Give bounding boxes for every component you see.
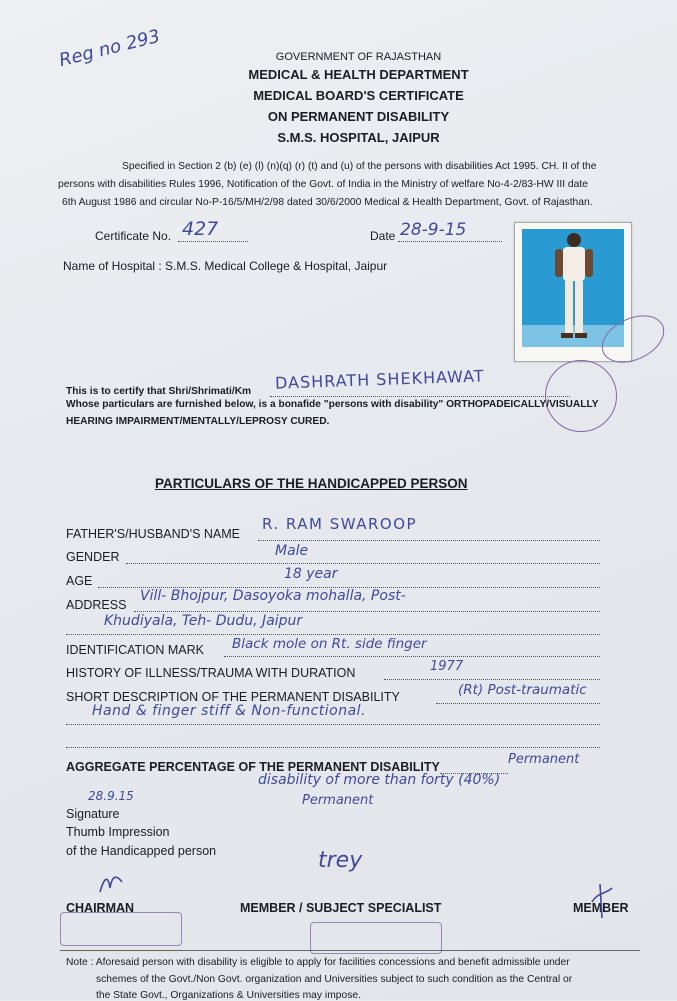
history-handwritten: 1977 <box>430 659 464 674</box>
date-handwritten: 28-9-15 <box>400 220 467 240</box>
father-name-label: FATHER'S/HUSBAND'S NAME <box>66 527 241 541</box>
sign-date-handwritten: 28.9.15 <box>88 789 134 803</box>
person-name-handwritten: DASHRATH SHEKHAWAT <box>274 366 485 393</box>
certify-line-2: Whose particulars are furnished below, is a bonafide "persons with disability" ORTHOPADEICALLY/VISUALLY <box>66 399 599 410</box>
thumb-impression-label: Thumb Impression <box>66 825 170 839</box>
short-desc-line-3 <box>66 747 600 748</box>
certificate-no-handwritten: 427 <box>182 218 219 240</box>
short-desc-line-1 <box>436 703 600 704</box>
address-line-1 <box>134 611 600 612</box>
member-label: MEMBER <box>573 901 629 915</box>
thumb-sign-handwritten: trey <box>318 848 363 873</box>
note-line-2: schemes of the Govt./Non Govt. organization and Universities subject to such condition as the Central or <box>96 974 573 985</box>
intro-line-3: 6th August 1986 and circular No-P-16/5/MH/2/98 dated 30/6/2000 Medical & Health Department, Govt. of Rajasthan. <box>62 197 593 208</box>
header-department: MEDICAL & HEALTH DEPARTMENT <box>248 67 469 82</box>
short-desc-label: SHORT DESCRIPTION OF THE PERMANENT DISABILITY <box>66 690 400 704</box>
aggregate-handwritten-3: Permanent <box>302 793 374 808</box>
header-govt: GOVERNMENT OF RAJASTHAN <box>275 51 442 63</box>
chairman-stamp-icon <box>60 912 182 946</box>
certify-line-3: HEARING IMPAIRMENT/MENTALLY/LEPROSY CURED. <box>66 416 330 427</box>
address-line-2 <box>66 634 600 635</box>
certify-name-line <box>270 396 570 397</box>
note-line-3: the State Govt., Organizations & Universities may impose. <box>96 990 361 1001</box>
signature-label: Signature <box>66 807 120 821</box>
note-line-1: Note : Aforesaid person with disability is eligible to apply for facilities concessions and benefit admissible under <box>66 957 570 968</box>
address-handwritten-1: Vill- Bhojpur, Dasoyoka mohalla, Post- <box>140 588 406 604</box>
history-label: HISTORY OF ILLNESS/TRAUMA WITH DURATION <box>66 666 356 680</box>
identification-line <box>224 656 600 657</box>
intro-line-1: Specified in Section 2 (b) (e) (l) (n)(q) (r) (t) and (u) of the persons with disabilities Act 1995. CH. II of the <box>122 161 597 172</box>
father-name-handwritten: R. RAM SWAROOP <box>262 515 418 533</box>
chairman-signature-icon <box>96 868 126 898</box>
age-label: AGE <box>66 574 93 588</box>
aggregate-handwritten-2: disability of more than forty (40%) <box>258 772 501 788</box>
age-handwritten: 18 year <box>284 566 338 582</box>
header-hospital: S.M.S. HOSPITAL, JAIPUR <box>277 130 440 145</box>
certificate-no-label: Certificate No. <box>95 229 172 243</box>
short-desc-handwritten-1: (Rt) Post-traumatic <box>458 682 587 698</box>
address-handwritten-2: Khudiyala, Teh- Dudu, Jaipur <box>104 613 303 629</box>
identification-label: IDENTIFICATION MARK <box>66 643 204 657</box>
gender-line <box>126 563 600 564</box>
short-desc-handwritten-2: Hand & finger stiff & Non-functional. <box>92 703 366 719</box>
father-name-line <box>258 540 600 541</box>
chairman-label: CHAIRMAN <box>66 901 135 915</box>
short-desc-line-2 <box>66 724 600 725</box>
member-specialist-label: MEMBER / SUBJECT SPECIALIST <box>240 901 442 915</box>
aggregate-label: AGGREGATE PERCENTAGE OF THE PERMANENT DISABILITY <box>66 760 440 774</box>
certify-line-1: This is to certify that Shri/Shrimati/Km <box>66 386 252 397</box>
member-signature-icon <box>586 882 616 922</box>
date-label: Date <box>370 229 396 243</box>
footer-divider <box>60 950 640 951</box>
aggregate-handwritten-1: Permanent <box>508 752 580 767</box>
particulars-title: PARTICULARS OF THE HANDICAPPED PERSON <box>155 476 468 491</box>
handicapped-person-label: of the Handicapped person <box>66 844 217 858</box>
reg-no-handwritten: Reg no 293 <box>56 25 163 72</box>
identification-handwritten: Black mole on Rt. side finger <box>232 636 427 652</box>
gender-label: GENDER <box>66 550 120 564</box>
address-label: ADDRESS <box>66 598 127 612</box>
hospital-name: Name of Hospital : S.M.S. Medical College & Hospital, Jaipur <box>63 259 388 273</box>
header-certificate: MEDICAL BOARD'S CERTIFICATE <box>253 88 464 103</box>
history-line <box>384 679 600 680</box>
date-line <box>398 241 502 242</box>
intro-line-2: persons with disabilities Rules 1996, Notification of the Govt. of India in the Ministry of welfare No-4-2/83-HW III date <box>58 179 588 190</box>
certificate-no-line <box>178 241 248 242</box>
gender-handwritten: Male <box>275 543 309 559</box>
header-permanent-disability: ON PERMANENT DISABILITY <box>267 109 450 124</box>
